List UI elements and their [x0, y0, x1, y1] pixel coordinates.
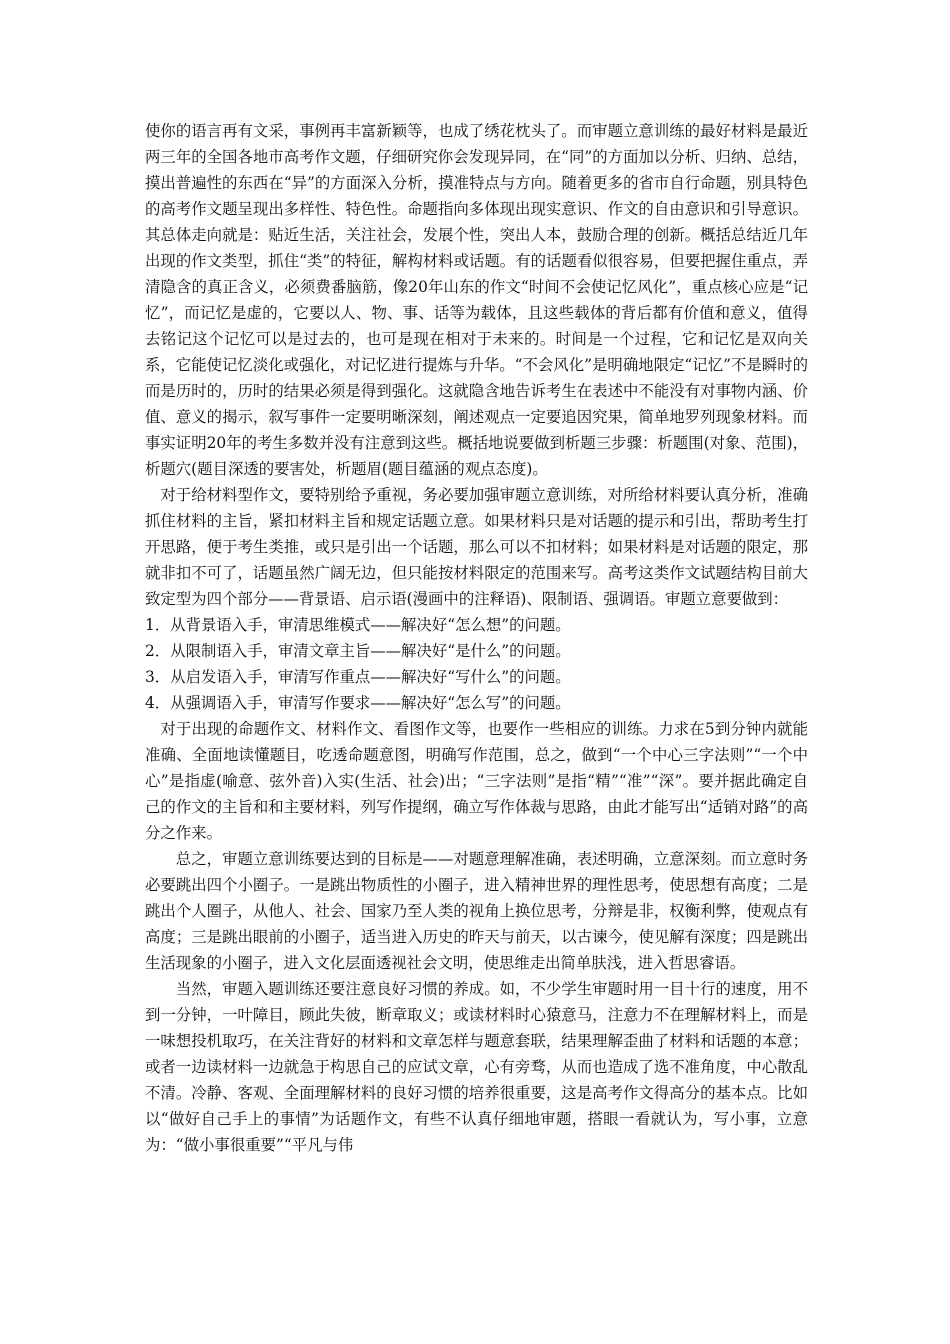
- list-item-3: 3．从启发语入手，审清写作重点——解决好“写什么”的问题。: [145, 668, 571, 686]
- paragraph-2: 对于给材料型作文，要特别给予重视，务必要加强审题立意训练，对所给材料要认真分析，准确抓住材料的主旨，紧扣材料主旨和规定话题立意。如果材料只是对话题的提示和引出，帮助考生打开思路，便于考生类推，或只是引出一个话题，那么可以不扣材料；如果材料是对话题的限定，那就非扣不可了，话题虽然广阔无边，但只能按材料限定的范围来写。高考这类作文试题结构目前大致定型为四个部分——背景语、启示语(漫画中的注释语)、限制语、强调语。审题立意要做到：: [145, 486, 808, 608]
- list-item-4: 4．从强调语入手，审清写作要求——解决好“怎么写”的问题。: [145, 694, 571, 712]
- paragraph-3: 对于出现的命题作文、材料作文、看图作文等，也要作一些相应的训练。力求在5到分钟内就能准确、全面地读懂题目，吃透命题意图，明确写作范围，总之，做到“一个中心三字法则”“一个中心”是指虚(喻意、弦外音)入实(生活、社会)出；“三字法则”是指“精”“准”“深”。要并据此确定自己的作文的主旨和和主要材料，列写作提纲，确立写作体裁与思路，由此才能写出“适销对路”的高分之作来。: [145, 720, 808, 842]
- paragraph-4: 总之，审题立意训练要达到的目标是——对题意理解准确，表述明确，立意深刻。而立意时务必要跳出四个小圈子。一是跳出物质性的小圈子，进入精神世界的理性思考，使思想有高度；二是跳出个人圈子，从他人、社会、国家乃至人类的视角上换位思考，分辩是非，权衡利弊，使观点有高度；三是跳出眼前的小圈子，适当进入历史的昨天与前天，以古谏今，使见解有深度；四是跳出生活现象的小圈子，进入文化层面透视社会文明，使思维走出简单肤浅，进入哲思睿语。: [145, 850, 808, 972]
- paragraph-1: 使你的语言再有文采，事例再丰富新颖等，也成了绣花枕头了。而审题立意训练的最好材料是最近两三年的全国各地市高考作文题，仔细研究你会发现异同，在“同”的方面加以分析、归纳、总结，摸出普遍性的东西在“异”的方面深入分析，摸准特点与方向。随着更多的省市自行命题，别具特色的高考作文题呈现出多样性、特色性。命题指向多体现出现实意识、作文的自由意识和引导意识。其总体走向就是：贴近生活，关注社会，发展个性，突出人本，鼓励合理的创新。概括总结近几年出现的作文类型，抓住“类”的特征，解构材料或话题。有的话题看似很容易，但要把握住重点，弄清隐含的真正含义，必须费番脑筋，像20年山东的作文“时间不会使记忆风化”，重点核心应是“记忆”，而记忆是虚的，它要以人、物、事、话等为载体，且这些载体的背后都有价值和意义，值得去铭记这个记忆可以是过去的，也可是现在相对于未来的。时间是一个过程，它和记忆是双向关系，它能使记忆淡化或强化，对记忆进行提炼与升华。“不会风化”是明确地限定“记忆”不是瞬时的而是历时的，历时的结果必须是得到强化。这就隐含地告诉考生在表述中不能没有对事物内涵、价值、意义的揭示，叙写事件一定要明晰深刻，阐述观点一定要追因究果，简单地罗列现象材料。而事实证明20年的考生多数并没有注意到这些。概括地说要做到析题三步骤：析题围(对象、范围)，析题穴(题目深透的要害处，析题眉(题目蕴涵的观点态度)。: [145, 122, 808, 478]
- list-item-1: 1．从背景语入手，审清思维模式——解决好“怎么想”的问题。: [145, 616, 571, 634]
- document-body: [145, 118, 808, 1158]
- paragraph-5: 当然，审题入题训练还要注意良好习惯的养成。如，不少学生审题时用一目十行的速度，用不到一分钟，一叶障目，顾此失彼，断章取义；或读材料时心猿意马，注意力不在理解材料上，而是一味想投机取巧，在关注背好的材料和文章怎样与题意套联，结果理解歪曲了材料和话题的本意；或者一边读材料一边就急于构思自己的应试文章，心有旁骛，从而也造成了选不准角度，中心散乱不清。冷静、客观、全面理解材料的良好习惯的培养很重要，这是高考作文得高分的基本点。比如以“做好自己手上的事情”为话题作文，有些不认真仔细地审题，搭眼一看就认为，写小事，立意为：“做小事很重要”“平凡与伟: [145, 980, 808, 1154]
- list-item-2: 2．从限制语入手，审清文章主旨——解决好“是什么”的问题。: [145, 642, 571, 660]
